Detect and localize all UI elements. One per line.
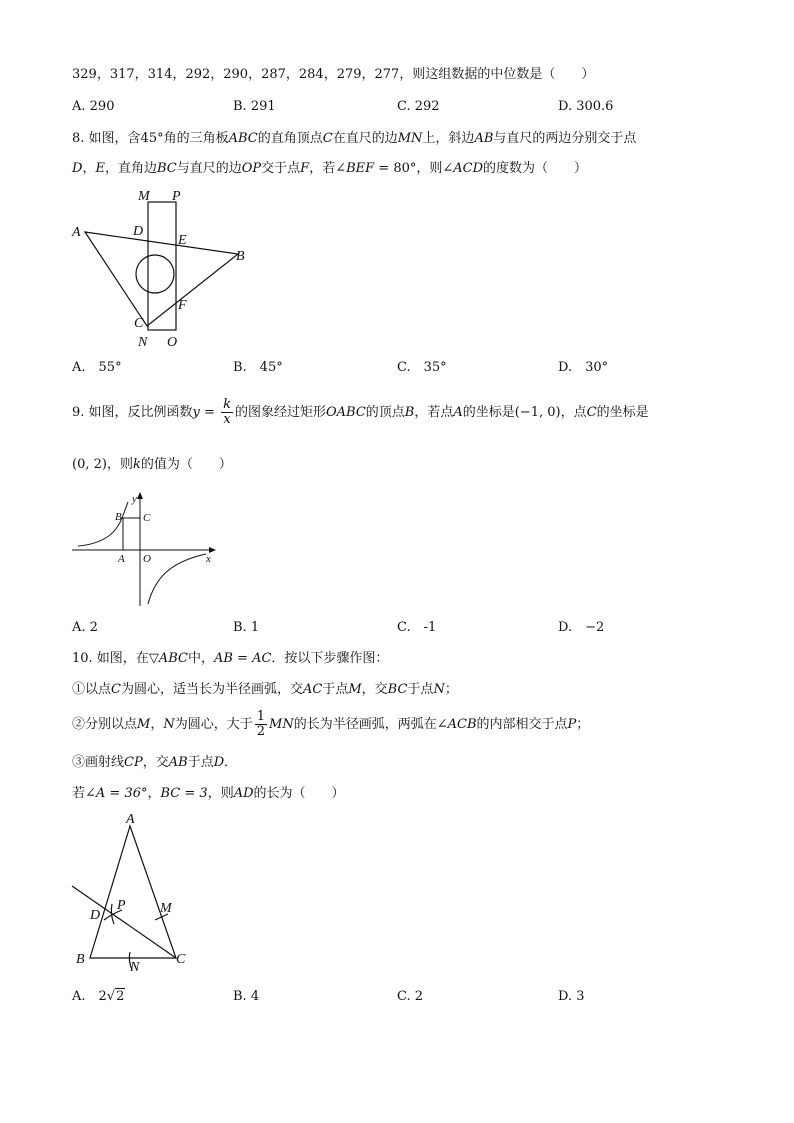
- q9-oabc: OABC: [325, 405, 366, 420]
- q10-ab: AB: [168, 755, 188, 770]
- q9-text: 的坐标是: [462, 405, 515, 420]
- q8-text: ，: [82, 161, 96, 176]
- q9-stem-line2: [72, 456, 232, 474]
- q9-label-o: O: [143, 553, 151, 565]
- q10-frac-num: 1: [256, 709, 266, 724]
- q10-bc-eq: BC = 3: [160, 786, 208, 801]
- q8-option-b[interactable]: B. 45°: [233, 360, 283, 375]
- q8-c: C: [322, 131, 333, 146]
- q10-text: ，则: [207, 786, 234, 801]
- q9-curve-left: [78, 502, 128, 546]
- q8-label-a: A: [72, 225, 81, 240]
- q10-stem-line1: [72, 650, 388, 668]
- q9-label-b: B: [115, 511, 122, 523]
- q10-text: 若: [72, 786, 86, 801]
- q10-option-a-radical: √2: [106, 989, 125, 1004]
- q8-f: F: [300, 161, 310, 176]
- q7-option-c[interactable]: C. 292: [397, 99, 440, 114]
- q9-frac-den: x: [223, 412, 231, 427]
- q8-option-a[interactable]: A. 55°: [72, 360, 122, 375]
- q7-option-a[interactable]: A. 290: [72, 99, 115, 114]
- q10-text: 的长为（ ）: [253, 786, 345, 801]
- q8-label-d: D: [133, 224, 144, 239]
- q9-label-c: C: [143, 512, 151, 524]
- q10-frac-den: 2: [256, 724, 266, 739]
- q8-mn: MN: [397, 131, 423, 146]
- q8-angle-acd: ∠ACD: [442, 161, 484, 176]
- q8-angle-bef: ∠BEF: [335, 161, 375, 176]
- q10-text: ．: [224, 755, 238, 770]
- q8-option-c[interactable]: C. 35°: [397, 360, 447, 375]
- q10-triangle: [90, 826, 176, 958]
- q8-text: 与直尺的两边分别交于点: [493, 131, 637, 146]
- q8-text: 在直尺的边: [332, 131, 398, 146]
- q10-c: C: [111, 682, 121, 697]
- q8-label-p: P: [172, 189, 181, 204]
- q8-stem-line2: [72, 160, 587, 178]
- q10-text: ②分别以点: [72, 717, 138, 732]
- q10-option-c[interactable]: C. 2: [397, 989, 424, 1004]
- q10-text: ①以点: [72, 682, 112, 697]
- q8-angle-45: 45°: [140, 131, 164, 146]
- q10-ray-cp: [72, 886, 176, 958]
- q8-label-f: F: [178, 298, 187, 313]
- q10-d: D: [213, 755, 225, 770]
- q9-text: 的图象经过矩形: [234, 405, 326, 420]
- q10-mn: MN: [269, 717, 294, 732]
- q8-label-e: E: [178, 233, 187, 248]
- q8-e: E: [95, 161, 105, 176]
- q8-abc: ABC: [228, 131, 258, 146]
- q10-angle-acb: ∠ACB: [436, 717, 477, 732]
- q10-text: 于点: [407, 682, 434, 697]
- q10-step1: [72, 681, 458, 699]
- q10-ac: AC: [302, 682, 323, 697]
- q10-text: ，交: [361, 682, 388, 697]
- q9-label-x: x: [206, 553, 211, 565]
- q10-p: P: [567, 717, 577, 732]
- q8-label-m: M: [138, 189, 150, 204]
- q9-label-y: y: [132, 493, 137, 505]
- q9-option-b[interactable]: B. 1: [233, 620, 260, 635]
- q10-option-a[interactable]: [72, 988, 125, 1006]
- q8-label-n: N: [138, 335, 148, 350]
- q9-coord-c: (0, 2): [72, 457, 107, 472]
- q10-text: 于点: [322, 682, 349, 697]
- q9-coord-a: (−1, 0): [514, 405, 561, 420]
- q10-figure: [66, 810, 196, 978]
- q8-op: OP: [241, 161, 262, 176]
- q7-option-d[interactable]: D. 300.6: [558, 99, 614, 114]
- q9-text: ，若点: [414, 405, 454, 420]
- q10-text: ．按以下步骤作图：: [271, 651, 389, 666]
- q10-text: 中，: [187, 651, 214, 666]
- q10-condition: [72, 785, 345, 803]
- q10-text: 为圆心，适当长为半径画弧，交: [120, 682, 303, 697]
- q9-option-c[interactable]: C. -1: [397, 620, 437, 635]
- q8-label-o: O: [167, 335, 178, 350]
- q8-triangle: [85, 232, 238, 326]
- q8-ab: AB: [474, 131, 494, 146]
- q10-angle-a: ∠A = 36°: [85, 786, 148, 801]
- q9-k: k: [132, 457, 141, 472]
- q7-option-b[interactable]: B. 291: [233, 99, 276, 114]
- q10-m: M: [137, 717, 151, 732]
- q10-option-b[interactable]: B. 4: [233, 989, 260, 1004]
- q10-text: 为圆心，大于: [174, 717, 253, 732]
- q10-text: ，: [147, 786, 161, 801]
- q8-circle: [136, 255, 174, 293]
- q10-option-a-coef: A. 2: [72, 989, 107, 1004]
- q8-label-c: C: [134, 316, 144, 331]
- q8-text: ，直角边: [104, 161, 157, 176]
- q10-bc: BC: [387, 682, 408, 697]
- q10-ab-eq-ac: AB = AC: [213, 651, 272, 666]
- q8-text: 与直尺的边: [176, 161, 242, 176]
- q10-cp: CP: [124, 755, 143, 770]
- q10-text: ，交: [142, 755, 169, 770]
- q10-text: 10. 如图，在: [72, 651, 149, 666]
- q9-text: 的顶点: [365, 405, 405, 420]
- q9-b: B: [404, 405, 415, 420]
- q8-figure: [66, 184, 256, 350]
- q7-stem-text: 329，317，314，292，290，287，284，279，277，则这组数据的中位数是（ ）: [72, 67, 595, 82]
- q8-text: ，若: [309, 161, 336, 176]
- q7-stem: [72, 66, 594, 84]
- q10-triangle-abc: ▽ABC: [148, 651, 188, 666]
- q9-a: A: [453, 405, 463, 420]
- q9-frac-num: k: [223, 397, 231, 412]
- q8-d: D: [72, 161, 83, 176]
- q10-ad: AD: [233, 786, 254, 801]
- q8-text: 交于点: [261, 161, 301, 176]
- q10-fraction-half: [255, 710, 267, 739]
- q9-text: 的坐标是: [596, 405, 649, 420]
- q8-text: 的直角顶点: [257, 131, 323, 146]
- q10-text: ③画射线: [72, 755, 125, 770]
- q8-text: 8. 如图，含: [72, 131, 141, 146]
- q9-curve-right: [148, 554, 206, 604]
- q10-text: ，: [150, 717, 164, 732]
- q8-text: = 80°，则: [374, 161, 443, 176]
- q9-fraction: [221, 398, 233, 427]
- q9-c: C: [586, 405, 597, 420]
- q8-text: 的度数为（ ）: [483, 161, 588, 176]
- q10-label-n: N: [130, 960, 140, 975]
- q10-text: 于点: [187, 755, 214, 770]
- q10-label-d: D: [90, 908, 101, 923]
- q10-text: 的内部相交于点: [476, 717, 568, 732]
- q9-text: 的值为（ ）: [140, 457, 232, 472]
- q8-label-b: B: [236, 249, 245, 264]
- q9-y: y: [192, 405, 200, 420]
- q9-text: ，点: [560, 405, 587, 420]
- q10-option-a-radicand: 2: [116, 989, 125, 1004]
- q9-y-arrow: [137, 492, 143, 499]
- q9-text: 9. 如图，反比例函数: [72, 405, 193, 420]
- q10-label-b: B: [76, 952, 85, 967]
- q9-eq: =: [199, 405, 220, 420]
- q10-label-p: P: [117, 898, 126, 913]
- q10-step2: [72, 707, 589, 743]
- q8-text: 上，斜边: [422, 131, 475, 146]
- q9-figure: [70, 490, 220, 610]
- q9-option-a[interactable]: A. 2: [72, 620, 98, 635]
- q10-label-c: C: [176, 952, 186, 967]
- q10-option-d[interactable]: D. 3: [558, 989, 585, 1004]
- q8-bc: BC: [156, 161, 177, 176]
- q10-step3: [72, 754, 237, 772]
- q9-stem-line1: [72, 396, 649, 430]
- q8-text: 角的三角板: [163, 131, 229, 146]
- q9-label-a: A: [118, 553, 125, 565]
- q10-text: 的长为半径画弧，两弧在: [293, 717, 437, 732]
- q9-option-d[interactable]: D. −2: [558, 620, 605, 635]
- q10-n: N: [433, 682, 445, 697]
- q9-rectangle: [123, 518, 140, 550]
- q10-text: ；: [444, 682, 458, 697]
- q10-label-a: A: [126, 812, 135, 827]
- q10-n: N: [163, 717, 175, 732]
- q10-text: ；: [576, 717, 590, 732]
- q10-m: M: [348, 682, 362, 697]
- q8-stem-line1: [72, 130, 636, 148]
- q8-option-d[interactable]: D. 30°: [558, 360, 609, 375]
- q9-text: ，则: [106, 457, 133, 472]
- q10-label-m: M: [160, 901, 172, 916]
